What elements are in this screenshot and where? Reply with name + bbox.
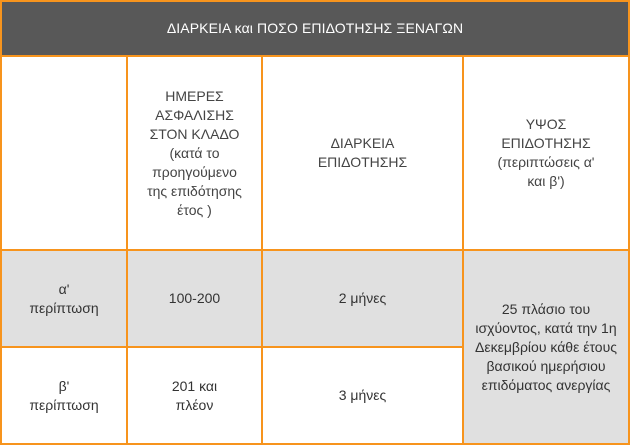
header-cell-empty — [1, 56, 127, 250]
amount-cell: 25 πλάσιο του ισχύοντος, κατά την 1η Δεκεμβρίου κάθε έτους βασικού ημερήσιου επιδόματος ανεργίας — [463, 250, 629, 444]
days-cell: 201 και πλέον — [127, 347, 262, 444]
duration-cell: 2 μήνες — [262, 250, 463, 347]
duration-cell: 3 μήνες — [262, 347, 463, 444]
case-label: β' περίπτωση — [1, 347, 127, 444]
header-row — [1, 56, 629, 250]
header-cell-insurance-days: ΗΜΕΡΕΣ ΑΣΦΑΛΙΣΗΣ ΣΤΟΝ ΚΛΑΔΟ (κατά το προηγούμενο της επιδότησης έτος ) — [127, 56, 262, 250]
case-label: α' περίπτωση — [1, 250, 127, 347]
days-cell: 100-200 — [127, 250, 262, 347]
title-row — [1, 1, 629, 56]
header-cell-amount: ΥΨΟΣ ΕΠΙΔΟΤΗΣΗΣ (περιπτώσεις α' και β') — [463, 56, 629, 250]
table-title: ΔΙΑΡΚΕΙΑ και ΠΟΣΟ ΕΠΙΔΟΤΗΣΗΣ ΞΕΝΑΓΩΝ — [1, 1, 629, 56]
table-row — [1, 250, 629, 347]
header-cell-duration: ΔΙΑΡΚΕΙΑ ΕΠΙΔΟΤΗΣΗΣ — [262, 56, 463, 250]
